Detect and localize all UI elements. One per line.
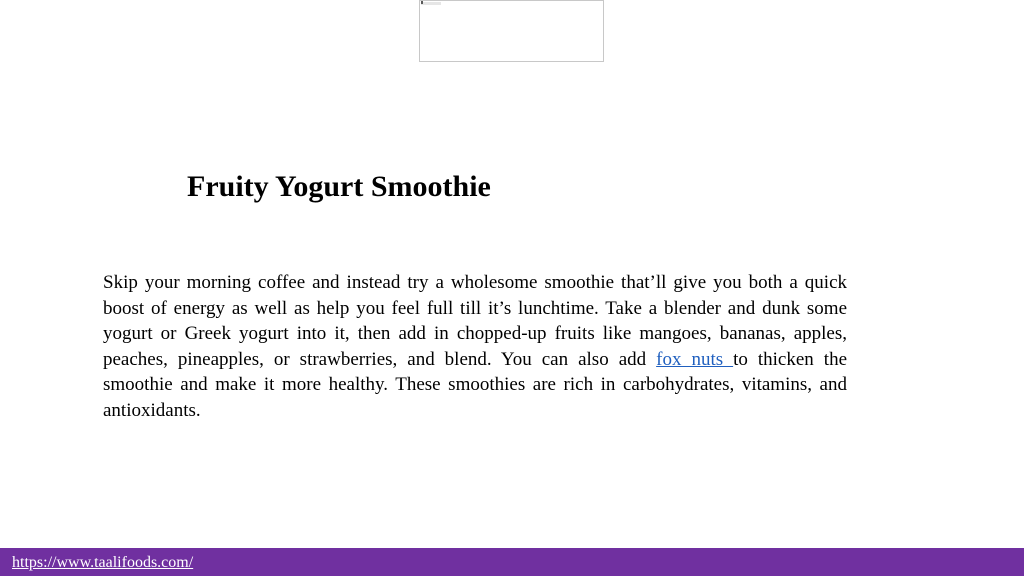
body-paragraph bbox=[103, 270, 847, 423]
page-title: Fruity Yogurt Smoothie bbox=[187, 170, 491, 203]
image-placeholder bbox=[419, 0, 604, 62]
footer-website-link[interactable]: https://www.taalifoods.com/ bbox=[12, 554, 194, 571]
paragraph-text-after-link: to thicken the smoothie and make it more healthy. These smoothies are rich in carbohydrates, vitamins, and antioxidants. bbox=[103, 348, 848, 421]
broken-image-icon bbox=[421, 2, 441, 5]
footer-bar bbox=[0, 548, 1024, 576]
image-marker-icon bbox=[421, 1, 423, 4]
paragraph-text-before-link: Skip your morning coffee and instead try a wholesome smoothie that’ll give you both a quick boost of energy as well as help you feel full till it’s lunchtime. Take a blender and dunk some yogurt or Greek yogurt into it, then add in chopped-up fruits like mangoes, bananas, apples, peaches, pineapples, or strawberries, and blend. You can also add bbox=[103, 272, 847, 370]
fox-nuts-link[interactable]: fox nuts bbox=[656, 348, 734, 370]
